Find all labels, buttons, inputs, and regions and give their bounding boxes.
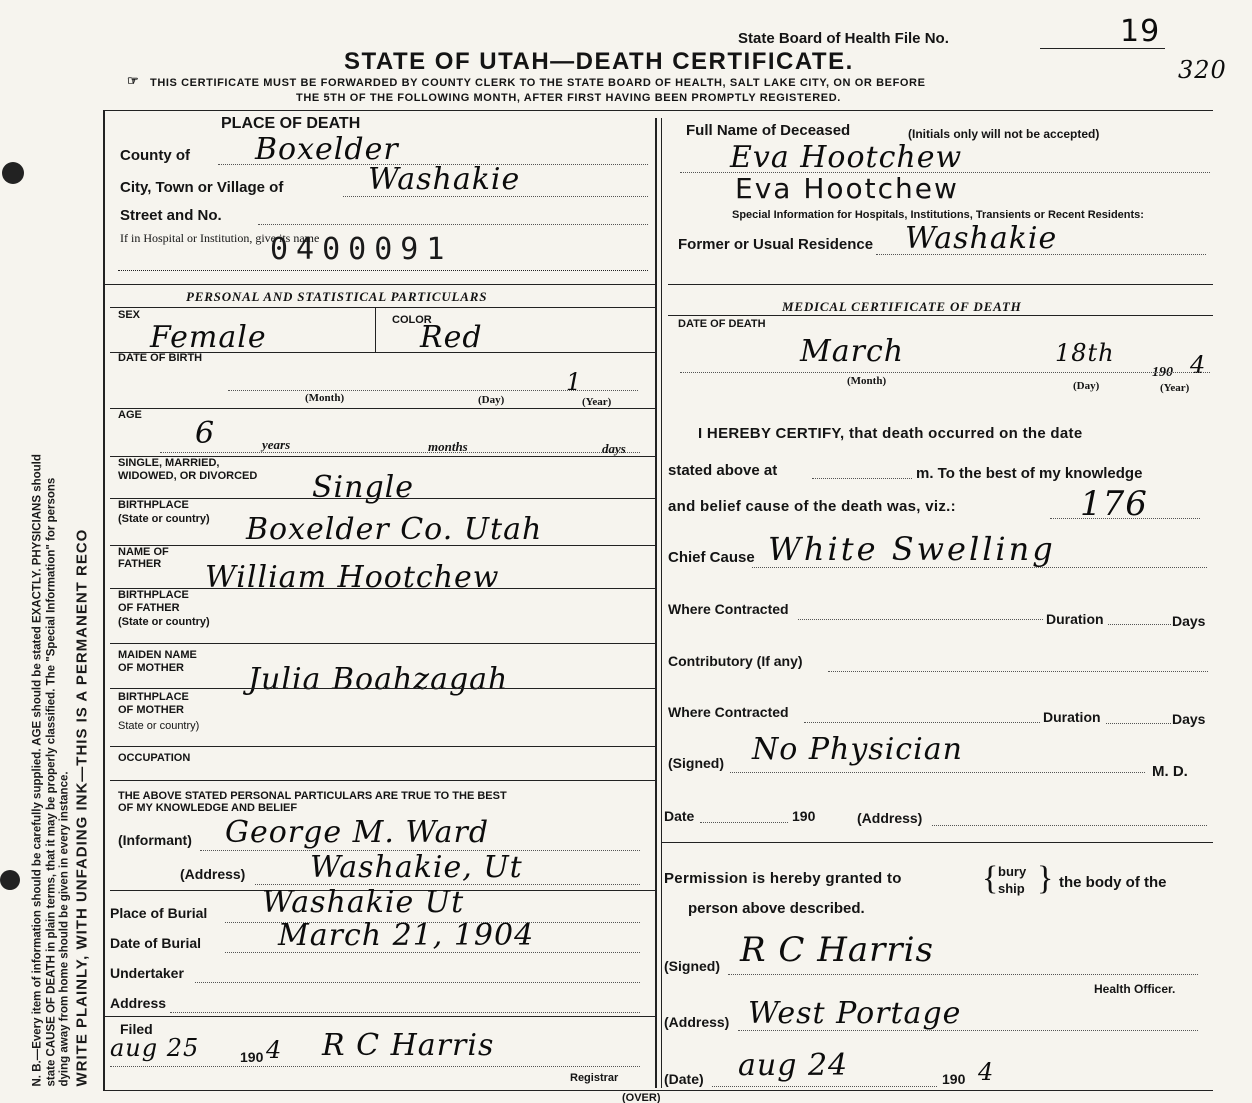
rule	[668, 315, 1213, 316]
mother-value: Julia Boahzagah	[248, 662, 509, 697]
burial-date-label: Date of Burial	[110, 935, 202, 951]
physician-date-label: Date	[664, 808, 695, 824]
rule	[110, 643, 655, 644]
marital-label-1: SINGLE, MARRIED,	[118, 457, 220, 469]
dob-year-label: (Year)	[582, 396, 612, 408]
frame-left	[103, 110, 105, 1090]
days-label: days	[602, 441, 626, 456]
filed-date: aug 25	[110, 1034, 200, 1062]
father-birthplace-2: OF FATHER	[118, 602, 180, 614]
father-birthplace-3: (State or country)	[118, 616, 210, 628]
certify-line-2a: stated above at	[668, 462, 778, 479]
rule	[661, 842, 1213, 843]
physician-signed-label: (Signed)	[668, 755, 724, 771]
informant-value: George M. Ward	[225, 815, 490, 850]
city-label: City, Town or Village of	[120, 179, 284, 196]
rule	[103, 1016, 655, 1017]
brace-right: }	[1037, 860, 1054, 897]
rule	[110, 408, 655, 409]
dob-mark: 1	[566, 368, 583, 396]
birthplace-value: Boxelder Co. Utah	[246, 512, 543, 547]
permit-text-2: person above described.	[688, 900, 865, 917]
color-label: COLOR	[392, 314, 432, 326]
where-contracted-line	[798, 619, 1043, 620]
county-value: Boxelder	[255, 132, 399, 167]
side-note-line: state CAUSE OF DEATH in plain terms, that it may be properly classified. The "Special Information" for persons	[45, 477, 57, 1087]
deceased-name-print: Eva Hootchew	[735, 172, 959, 205]
certificate-title: STATE OF UTAH—DEATH CERTIFICATE.	[344, 48, 854, 75]
dob-day-label: (Day)	[478, 394, 505, 406]
age-years: 6	[195, 416, 216, 451]
permit-text-a: Permission is hereby granted to	[664, 870, 902, 887]
dod-month-label: (Month)	[847, 375, 887, 387]
certify-line-2: OF MY KNOWLEDGE AND BELIEF	[118, 802, 298, 814]
informant-address-value: Washakie, Ut	[310, 850, 523, 885]
father-birthplace-1: BIRTHPLACE	[118, 589, 189, 601]
duration-2-line	[1106, 723, 1171, 724]
mother-label-2: OF MOTHER	[118, 662, 184, 674]
duration-label: Duration	[1046, 611, 1104, 627]
rule	[110, 545, 655, 546]
hospital-label: If in Hospital or Institution, give its name	[120, 231, 320, 245]
dod-year: 4	[1190, 351, 1207, 379]
marital-label-2: WIDOWED, OR DIVORCED	[118, 470, 258, 482]
city-value: Washakie	[368, 162, 521, 197]
sex-color-divider	[375, 308, 376, 352]
burial-address-label: Address	[110, 995, 167, 1011]
rule	[110, 746, 655, 747]
mother-label-1: MAIDEN NAME	[118, 649, 197, 661]
duration-line	[1108, 624, 1171, 625]
undertaker-line	[195, 982, 640, 983]
certificate-stamp: 0400091	[270, 232, 453, 267]
dob-month-label: (Month)	[305, 392, 345, 404]
dod-day: 18th	[1055, 339, 1115, 367]
permit-ship: ship	[998, 881, 1025, 896]
side-notes	[32, 37, 89, 1087]
birthplace-label: BIRTHPLACE	[118, 499, 189, 511]
pointing-hand-icon: ☞	[127, 73, 139, 88]
section-rule	[103, 284, 655, 285]
physician-date-190: 190	[792, 808, 816, 824]
rule	[110, 588, 655, 589]
side-note-line: WRITE PLAINLY, WITH UNFADING INK—THIS IS A PERMANENT RECO	[73, 528, 90, 1087]
permit-date-line	[712, 1086, 937, 1087]
years-label: years	[262, 437, 291, 452]
sex-label: SEX	[118, 309, 141, 321]
sex-value: Female	[150, 320, 267, 355]
where-contracted-2-line	[804, 722, 1040, 723]
filed-190: 190	[240, 1049, 264, 1065]
permit-date-label: (Date)	[664, 1071, 704, 1087]
permit-date-190: 190	[942, 1071, 966, 1087]
where-contracted-2-label: Where Contracted	[668, 704, 789, 720]
health-officer-label: Health Officer.	[1094, 982, 1176, 996]
burial-place-value: Washakie Ut	[262, 885, 465, 920]
undertaker-label: Undertaker	[110, 965, 184, 981]
dob-label: DATE OF BIRTH	[118, 352, 203, 364]
health-officer-address-label: (Address)	[664, 1014, 730, 1030]
birthplace-sub: (State or country)	[118, 513, 210, 525]
footer-over: (OVER)	[622, 1092, 661, 1103]
place-of-death-heading: PLACE OF DEATH	[221, 115, 361, 132]
health-officer-signed-label: (Signed)	[664, 958, 720, 974]
cause-code: 176	[1080, 484, 1148, 524]
permit-bury: bury	[998, 864, 1027, 879]
street-line	[258, 224, 648, 225]
where-contracted-label: Where Contracted	[668, 601, 789, 617]
file-number: 19	[1120, 14, 1161, 49]
mother-birthplace-2: OF MOTHER	[118, 704, 184, 716]
mother-birthplace-3: State or country)	[118, 720, 200, 732]
medical-heading: MEDICAL CERTIFICATE OF DEATH	[782, 299, 1022, 314]
chief-cause-value: White Swelling	[768, 530, 1056, 568]
registrar-line	[110, 1066, 640, 1067]
rule	[110, 498, 655, 499]
dod-year-label: (Year)	[1160, 382, 1190, 394]
burial-date-value: March 21, 1904	[278, 918, 535, 953]
filed-label: Filed	[120, 1021, 153, 1037]
father-label-1: NAME OF	[118, 546, 169, 558]
contributory-label: Contributory (If any)	[668, 653, 803, 669]
street-label: Street and No.	[120, 207, 222, 224]
days-label: Days	[1172, 613, 1206, 629]
certify-line-1: THE ABOVE STATED PERSONAL PARTICULARS ARE TRUE TO THE BEST	[118, 790, 507, 802]
deceased-label: Full Name of Deceased	[686, 122, 851, 139]
brace-left: {	[982, 860, 999, 897]
marital-value: Single	[312, 470, 415, 505]
occupation-label: OCCUPATION	[118, 752, 191, 764]
permit-date: aug 24	[738, 1048, 849, 1083]
rule	[110, 780, 655, 781]
informant-label: (Informant)	[118, 832, 192, 848]
special-info-label: Special Information for Hospitals, Institutions, Transients or Recent Residents:	[732, 209, 1144, 221]
instructions-line-1: THIS CERTIFICATE MUST BE FORWARDED BY COUNTY CLERK TO THE STATE BOARD OF HEALTH, SALT LAKE CITY, ON OR BEFORE	[150, 77, 926, 89]
duration-2-label: Duration	[1043, 709, 1101, 725]
physician-signed-line	[730, 772, 1145, 773]
registrar-signature: R C Harris	[322, 1028, 495, 1063]
dod-day-label: (Day)	[1073, 380, 1100, 392]
side-note-line: dying away from home should be given in every instance.	[58, 771, 71, 1087]
column-divider-2	[661, 118, 662, 1088]
personal-heading: PERSONAL AND STATISTICAL PARTICULARS	[186, 289, 488, 304]
color-value: Red	[420, 320, 483, 355]
rule	[668, 284, 1213, 285]
frame-bottom	[103, 1090, 1213, 1091]
health-officer-signed-line	[728, 974, 1198, 975]
age-label: AGE	[118, 409, 142, 421]
dod-year-pre: 190	[1152, 365, 1173, 380]
chief-cause-label: Chief Cause	[668, 549, 755, 566]
residence-label: Former or Usual Residence	[678, 236, 874, 253]
months-label: months	[428, 439, 468, 454]
md-label: M. D.	[1152, 763, 1188, 780]
county-label: County of	[120, 147, 190, 164]
column-divider	[655, 118, 657, 1088]
file-label: State Board of Health File No.	[738, 30, 949, 47]
health-officer-signature: R C Harris	[740, 930, 934, 970]
physician-address-line	[932, 825, 1207, 826]
corner-number: 320	[1178, 56, 1227, 84]
health-officer-address: West Portage	[748, 996, 962, 1031]
side-note-line: N. B.—Every item of information should be carefully supplied. AGE should be stated EXACTLY. PHYSICIANS should	[31, 454, 44, 1087]
age-line	[160, 452, 640, 453]
physician-address-label: (Address)	[857, 810, 923, 826]
father-label-2: FATHER	[118, 558, 162, 570]
hospital-line	[118, 270, 648, 271]
certify-line-2b: m. To the best of my knowledge	[916, 465, 1143, 482]
dod-label: DATE OF DEATH	[678, 318, 766, 330]
instructions-line-2: THE 5TH OF THE FOLLOWING MONTH, AFTER FIRST HAVING BEEN PROMPTLY REGISTERED.	[296, 92, 841, 104]
residence-value: Washakie	[905, 221, 1058, 256]
burial-place-label: Place of Burial	[110, 905, 208, 921]
father-value: William Hootchew	[205, 560, 500, 595]
contributory-line	[828, 671, 1208, 672]
informant-address-label: (Address)	[180, 866, 246, 882]
permit-text-b: the body of the	[1059, 874, 1167, 891]
registrar-label: Registrar	[570, 1072, 619, 1084]
punch-hole	[0, 870, 20, 890]
deceased-note: (Initials only will not be accepted)	[908, 127, 1100, 141]
days-2-label: Days	[1172, 711, 1206, 727]
certify-line-3: and belief cause of the death was, viz.:	[668, 498, 956, 515]
permit-year: 4	[978, 1058, 995, 1086]
filed-year: 4	[266, 1036, 283, 1064]
physician-signed-value: No Physician	[752, 732, 963, 767]
burial-address-line	[170, 1012, 640, 1013]
dod-month: March	[800, 334, 905, 369]
time-line	[812, 478, 912, 479]
certify-line-1: I HEREBY CERTIFY, that death occurred on the date	[698, 425, 1083, 442]
punch-hole	[2, 162, 24, 184]
deceased-name: Eva Hootchew	[730, 140, 963, 175]
dod-line	[680, 372, 1210, 373]
rule	[110, 688, 655, 689]
physician-date-line	[700, 822, 788, 823]
rule	[110, 307, 655, 308]
mother-birthplace-1: BIRTHPLACE	[118, 691, 189, 703]
frame-top	[103, 110, 1213, 111]
